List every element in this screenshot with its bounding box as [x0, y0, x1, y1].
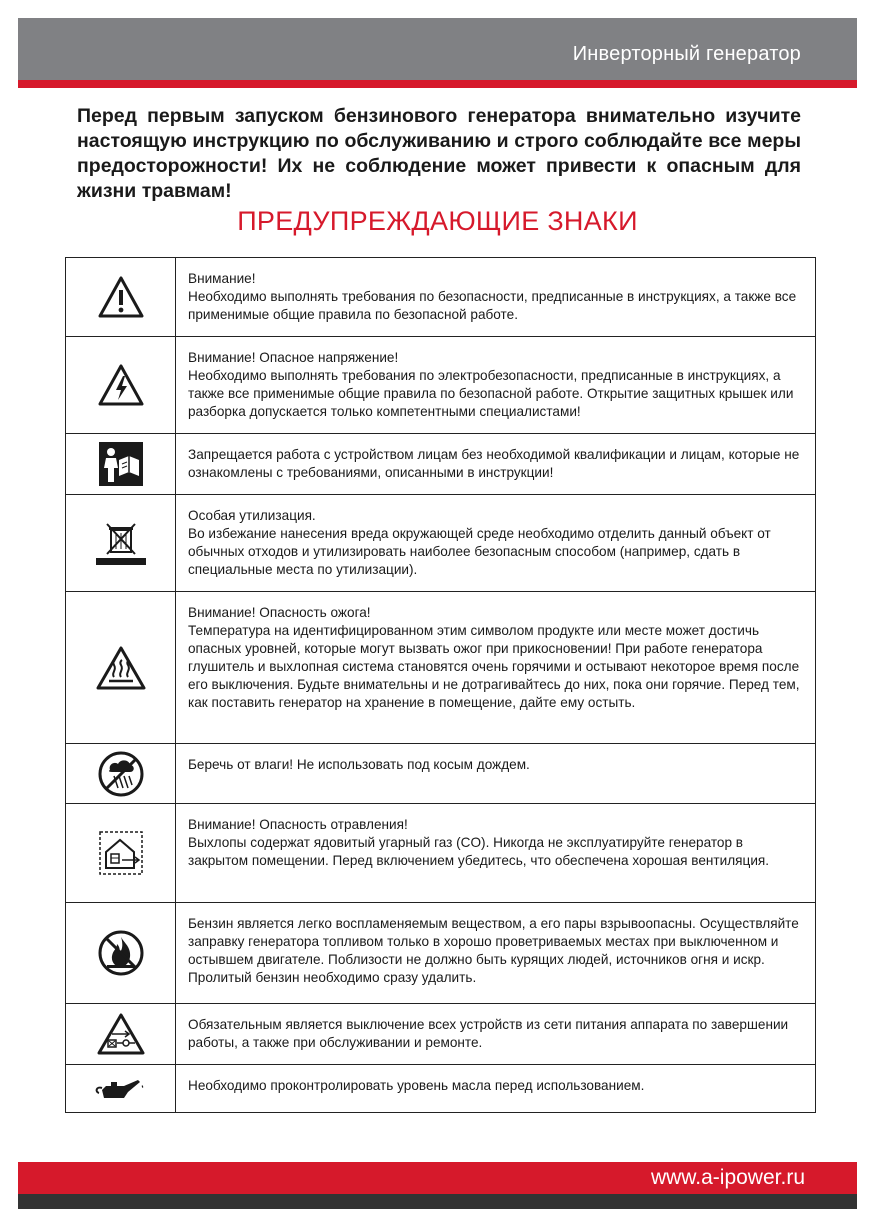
description-line: Запрещается работа с устройством лицам без необходимой квалификации и лицам, которые не ознакомлены с требованиями, описанными в инструкции! — [188, 447, 800, 480]
house-exhaust-icon — [66, 830, 175, 876]
icon-cell — [66, 1065, 176, 1113]
website-url: www.a-ipower.ru — [650, 1166, 805, 1189]
read-manual-icon — [66, 442, 175, 486]
description-line: Внимание! Опасность ожога! — [188, 605, 371, 620]
hot-surface-icon — [66, 645, 175, 691]
description-line: Во избежание нанесения вреда окружающей среде необходимо отделить данный объект от обычных отходов и утилизировать наиболее безопасным способом (например, сдать в специальные места по утилизации). — [188, 526, 771, 577]
footer-band — [18, 1162, 857, 1194]
sign-description — [176, 1004, 816, 1065]
sign-description — [176, 903, 816, 1004]
sign-row — [66, 903, 816, 1004]
description-line: Особая утилизация. — [188, 508, 316, 523]
icon-cell — [66, 744, 176, 804]
description-line: Внимание! Опасное напряжение! — [188, 350, 399, 365]
description-line: Внимание! — [188, 271, 256, 286]
icon-cell — [66, 495, 176, 592]
sign-row — [66, 804, 816, 903]
high-voltage-icon — [66, 363, 175, 407]
description-line: Внимание! Опасность отравления! — [188, 817, 408, 832]
disconnect-power-icon — [66, 1012, 175, 1056]
header-accent-stripe — [18, 80, 857, 88]
sign-description — [176, 258, 816, 337]
description-line: Обязательным является выключение всех устройств из сети питания аппарата по завершении работы, а также при обслуживании и ремонте. — [188, 1017, 789, 1050]
icon-cell — [66, 1004, 176, 1065]
icon-cell — [66, 258, 176, 337]
header-band — [18, 18, 857, 80]
intro-warning-text: Перед первым запуском бензинового генератора внимательно изучите настоящую инструкцию по обслуживанию и строго соблюдайте все меры предосторожности! Их не соблюдение может привести к опасным для жизни травмам! — [77, 105, 801, 202]
sign-description — [176, 744, 816, 804]
document-title: Инверторный генератор — [572, 43, 801, 65]
sign-row — [66, 744, 816, 804]
sign-row — [66, 1065, 816, 1113]
sign-description — [176, 495, 816, 592]
description-line: Необходимо выполнять требования по электробезопасности, предписанные в инструкциях, а также все применимые общие правила по безопасной работе. Открытие защитных крышек или разборка допускается только компетентными специалистами! — [188, 368, 794, 419]
description-line: Температура на идентифицированном этим символом продукте или месте может достичь опасных уровней, которые могут вызвать ожог при прикосновении! При работе генератора глушитель и выхлопная система становятся очень горячими и остывают некоторое время после его выключения. Будьте внимательны и не дотрагивайтесь до них, пока они горячие. Перед тем, как поставить генератор на хранение в помещение, дайте ему остыть. — [188, 623, 800, 710]
oil-can-icon — [66, 1076, 175, 1102]
sign-description — [176, 592, 816, 744]
description-line: Беречь от влаги! Не использовать под косым дождем. — [188, 757, 530, 772]
sign-row — [66, 1004, 816, 1065]
no-rain-icon — [66, 750, 175, 798]
description-line: Выхлопы содержат ядовитый угарный газ (CO). Никогда не эксплуатируйте генератор в закрытом помещении. Перед включением убедитесь, что обеспечена хорошая вентиляция. — [188, 835, 770, 868]
sign-description — [176, 1065, 816, 1113]
icon-cell — [66, 592, 176, 744]
description-line: Необходимо выполнять требования по безопасности, предписанные в инструкциях, а также все применимые общие правила по безопасной работе. — [188, 289, 797, 322]
icon-cell — [66, 434, 176, 495]
sign-row — [66, 592, 816, 744]
icon-cell — [66, 804, 176, 903]
sign-row — [66, 337, 816, 434]
description-line: Бензин является легко воспламеняемым веществом, а его пары взрывоопасны. Осуществляйте заправку генератора топливом только в хорошо проветриваемых местах при выключенном и остывшем двигателе. Поблизости не должно быть курящих людей, источников огня и искр. Пролитый бензин необходимо сразу удалить. — [188, 916, 799, 985]
description-line: Необходимо проконтролировать уровень масла перед использованием. — [188, 1078, 645, 1093]
crossed-bin-icon — [66, 520, 175, 566]
section-heading: ПРЕДУПРЕЖДАЮЩИЕ ЗНАКИ — [237, 206, 638, 236]
sign-description — [176, 434, 816, 495]
sign-description — [176, 337, 816, 434]
warning-triangle-icon — [66, 275, 175, 319]
sign-row — [66, 495, 816, 592]
icon-cell — [66, 337, 176, 434]
no-fire-icon — [66, 929, 175, 977]
icon-cell — [66, 903, 176, 1004]
footer-dark-stripe — [18, 1194, 857, 1209]
sign-row — [66, 258, 816, 337]
sign-description — [176, 804, 816, 903]
warning-signs-table — [65, 257, 816, 1113]
sign-row — [66, 434, 816, 495]
